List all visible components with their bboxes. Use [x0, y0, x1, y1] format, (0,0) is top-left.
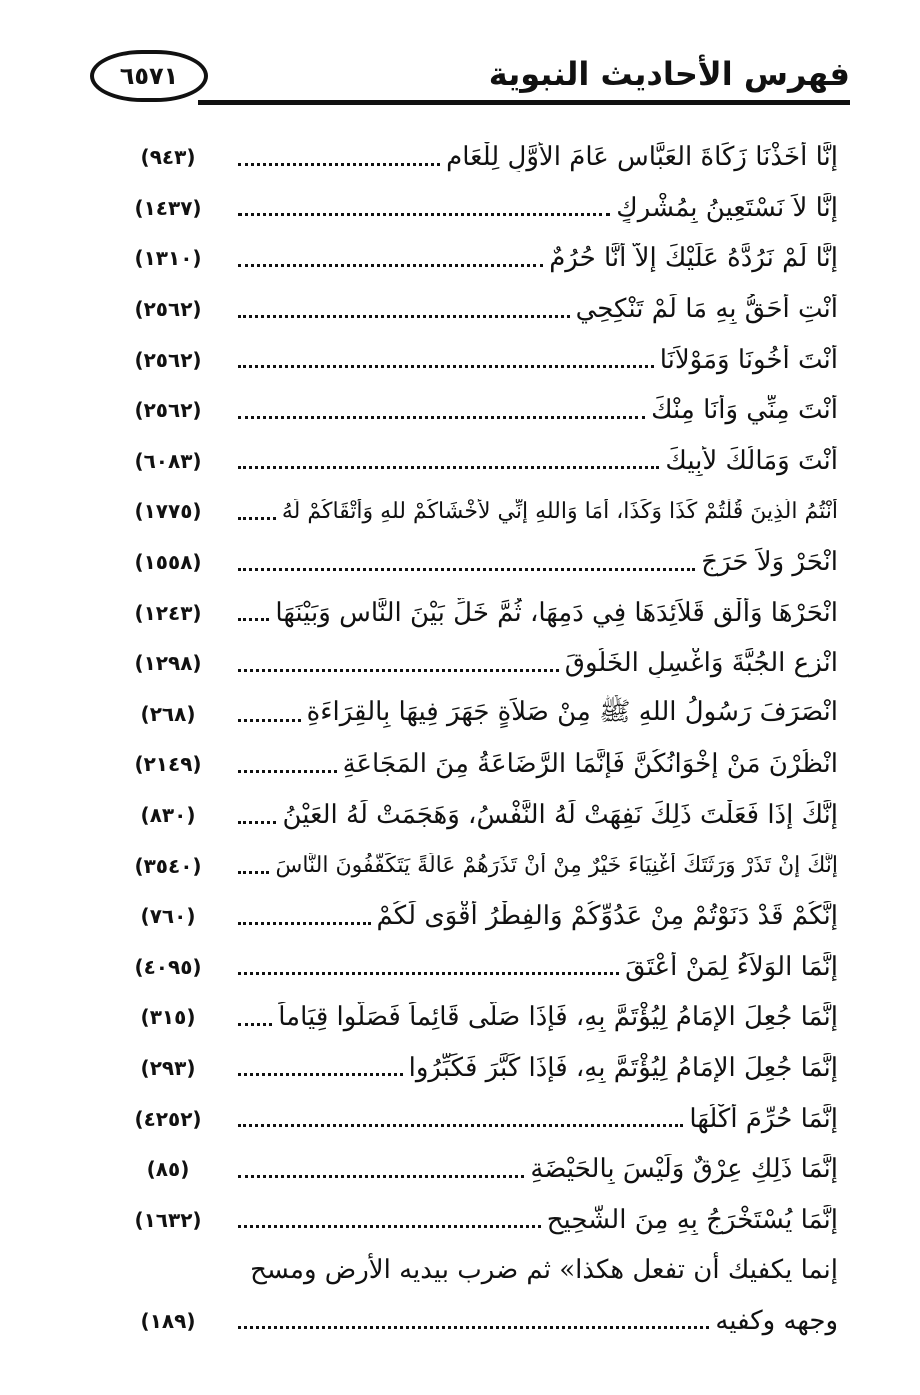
index-entry: [118, 891, 838, 942]
dot-leader: [238, 163, 440, 166]
index-entry: [118, 587, 838, 638]
entry-reference: (٣٥٤٠): [134, 853, 202, 878]
entry-hadith-text: إِنَّكَ إِنْ تَذَرْ وَرَثَتَكَ أَغْنِيَاءَ خَيْرٌ مِنْ أَنْ تَذَرَهُمْ عَالَةً يَتَكَفَّفُونَ النَّاسَ: [275, 853, 838, 879]
entry-body: [238, 345, 838, 375]
entry-hadith-text: انْصَرَفَ رَسُولُ اللهِ ﷺ مِنْ صَلاَةٍ جَهَرَ فِيهَا بِالقِرَاءَةِ: [306, 696, 838, 727]
entry-body: [238, 395, 838, 425]
entry-body: [238, 142, 838, 172]
dot-leader: [238, 922, 371, 925]
index-entry: [118, 334, 838, 385]
dot-leader: [238, 972, 619, 975]
entry-body: [238, 1306, 838, 1336]
index-entry: [118, 486, 838, 537]
entry-hadith-text: انْحَرْ وَلاَ حَرَجَ: [701, 547, 838, 578]
entry-reference: (٤٠٩٥): [134, 954, 202, 979]
index-entry: [118, 284, 838, 335]
index-entry: [118, 942, 838, 993]
index-entry: [118, 183, 838, 234]
index-entry-multiline: [118, 1245, 838, 1346]
entry-body: [238, 952, 838, 982]
index-entry: [118, 537, 838, 588]
entry-reference: (٩٤٣): [140, 145, 196, 170]
entry-body: [238, 800, 838, 830]
dot-leader: [238, 568, 695, 571]
index-entry: [118, 233, 838, 284]
entry-body: [238, 499, 838, 524]
dot-leader: [238, 213, 610, 216]
index-entry: [118, 739, 838, 790]
entry-body: [238, 1154, 838, 1184]
dot-leader: [238, 1073, 403, 1076]
entry-body: [238, 1002, 838, 1032]
entry-body: [238, 648, 838, 678]
entry-hadith-text: إِنَّمَا يُسْتَخْرَجُ بِهِ مِنَ الشَّحِيحِ: [546, 1204, 838, 1235]
entry-reference: (٨٣٠): [140, 803, 196, 828]
entry-reference: (١٢٤٣): [134, 600, 202, 625]
entry-reference: (١٣١٠): [134, 246, 202, 271]
entry-hadith-text: إِنَّمَا الوَلاَءُ لِمَنْ أَعْتَقَ: [625, 951, 838, 982]
entry-reference: (١٧٧٥): [134, 499, 202, 524]
dot-leader: [238, 517, 276, 520]
entry-reference: (٢٥٦٢): [134, 398, 202, 423]
entry-reference: (٦٠٨٣): [134, 448, 202, 473]
entry-body: [238, 853, 838, 878]
index-entry: [118, 992, 838, 1043]
entry-reference: (١٨٩): [140, 1308, 196, 1333]
entry-hadith-text: وجهه وكفيه: [715, 1305, 838, 1336]
page-number-badge: [90, 50, 208, 102]
entry-reference: (١٦٣٢): [134, 1207, 202, 1232]
dot-leader: [238, 821, 276, 824]
index-entry: [118, 689, 838, 740]
index-entry: [118, 436, 838, 487]
entry-body: [238, 749, 838, 779]
entry-body: [238, 598, 838, 628]
entry-reference: (٢٥٦٢): [134, 297, 202, 322]
dot-leader: [238, 1023, 272, 1026]
entry-hadith-text: أَنْتَ أَخُونَا وَمَوْلاَنَا: [659, 344, 838, 375]
index-entry: [118, 132, 838, 183]
entry-hadith-text: أَنْتِ أَحَقُّ بِهِ مَا لَمْ تَنْكِحِي: [575, 294, 838, 325]
entry-body: [238, 547, 838, 577]
entry-reference: (٢١٤٩): [134, 752, 202, 777]
entry-hadith-text: انْحَرْهَا وَأَلْقِ قَلاَئِدَهَا فِي دَمِهَا، ثُمَّ خَلِّ بَيْنَ النَّاسِ وَبَيْنَهَا: [275, 597, 838, 628]
index-entry: [118, 1144, 838, 1195]
entry-body: [238, 243, 838, 273]
dot-leader: [238, 264, 543, 267]
entry-hadith-text: أَنْتُمُ الَّذِينَ قُلْتُمْ كَذَا وَكَذَا، أَمَا وَاللهِ إِنِّي لأَخْشَاكُمْ للهِ وَأَتْقَاكُمْ لَهُ: [281, 498, 838, 524]
dot-leader: [238, 871, 269, 874]
entry-hadith-text: إِنَّمَا جُعِلَ الإِمَامُ لِيُؤْتَمَّ بِهِ، فَإِذَا صَلَّى قَائِماً فَصَلُّوا قِيَاماً: [278, 1002, 838, 1033]
entry-hadith-text: إِنَّمَا حُرِّمَ أَكْلُهَا: [689, 1103, 838, 1134]
entry-hadith-text: إِنَّا أَخَذْنَا زَكَاةَ العَبَّاسِ عَامَ الأَوَّلِ لِلْعَامِ: [446, 142, 838, 173]
index-entry: [118, 638, 838, 689]
dot-leader: [238, 1124, 683, 1127]
entry-hadith-text: إِنَّكَ إِذَا فَعَلْتَ ذَلِكَ نَفِهَتْ لَهُ النَّفْسُ، وَهَجَمَتْ لَهُ العَيْنُ: [282, 800, 838, 831]
entry-hadith-text: إِنَّكُمْ قَدْ دَنَوْتُمْ مِنْ عَدُوِّكُمْ وَالفِطْرُ أَقْوَى لَكُمْ: [376, 901, 838, 932]
entry-hadith-text: إِنَّا لاَ نَسْتَعِينُ بِمُشْرِكٍ: [616, 192, 838, 223]
entry-hadith-text: إِنَّا لَمْ نَرُدَّهُ عَلَيْكَ إِلاَّ أَنَّا حُرُمٌ: [549, 243, 838, 274]
dot-leader: [238, 1175, 524, 1178]
entry-hadith-text: إِنَّمَا جُعِلَ الإِمَامُ لِيُؤْتَمَّ بِهِ، فَإِذَا كَبَّرَ فَكَبِّرُوا: [408, 1052, 838, 1083]
index-entry: [118, 1194, 838, 1245]
page-header: [90, 40, 850, 110]
entry-line-2: [118, 1296, 838, 1347]
entry-reference: (٣١٥): [140, 1005, 196, 1030]
entry-reference: (١٥٥٨): [134, 550, 202, 575]
entry-body: [238, 901, 838, 931]
entry-hadith-text: انْظُرْنَ مَنْ إِخْوَانُكُنَّ فَإِنَّمَا الرَّضَاعَةُ مِنَ المَجَاعَةِ: [342, 749, 838, 780]
entry-reference: (٢٩٣): [140, 1055, 196, 1080]
page-number: ٦٥٧١: [119, 62, 179, 90]
entry-hadith-text: أَنْتَ مِنِّي وَأَنَا مِنْكَ: [651, 395, 838, 426]
dot-leader: [238, 770, 337, 773]
dot-leader: [238, 365, 654, 368]
entry-hadith-text: أَنْتَ وَمَالُكَ لأَبِيكَ: [665, 445, 838, 476]
page-title: فهرس الأحاديث النبوية: [488, 55, 850, 93]
dot-leader: [238, 719, 301, 722]
dot-leader: [238, 1326, 709, 1329]
entry-body: [238, 294, 838, 324]
dot-leader: [238, 618, 269, 621]
dot-leader: [238, 1225, 541, 1228]
index-entry: [118, 790, 838, 841]
entry-hadith-text: انْزِعِ الجُبَّةَ وَاغْسِلِ الخَلُوقَ: [564, 648, 838, 679]
entry-reference: (١٤٣٧): [134, 195, 202, 220]
index-entry: [118, 1093, 838, 1144]
entry-reference: (٧٦٠): [140, 904, 196, 929]
index-entry: [118, 1043, 838, 1094]
entry-reference: (٢٥٦٢): [134, 347, 202, 372]
header-rule: [198, 100, 850, 105]
index-entry: [118, 385, 838, 436]
dot-leader: [238, 315, 570, 318]
entry-reference: (٤٢٥٢): [134, 1106, 202, 1131]
entry-reference: (٢٦٨): [140, 701, 196, 726]
entry-reference: (١٢٩٨): [134, 651, 202, 676]
entry-body: [238, 1104, 838, 1134]
entry-body: [238, 1205, 838, 1235]
dot-leader: [238, 669, 559, 672]
index-entry: [118, 840, 838, 891]
entry-hadith-text: إِنَّمَا ذَلِكِ عِرْقٌ وَلَيْسَ بِالحَيْضَةِ: [530, 1154, 838, 1185]
entry-body: [238, 193, 838, 223]
dot-leader: [238, 416, 645, 419]
entry-line-1: [118, 1245, 838, 1296]
entry-body: [238, 695, 838, 733]
entry-reference: (٨٥): [146, 1157, 190, 1182]
dot-leader: [238, 466, 659, 469]
entry-body: [238, 446, 838, 476]
entry-hadith-text: إنما يكفيك أن تفعل هكذا» ثم ضرب بيديه الأرض ومسح: [250, 1255, 838, 1286]
entry-body: [238, 1053, 838, 1083]
hadith-index-list: [118, 132, 838, 1346]
